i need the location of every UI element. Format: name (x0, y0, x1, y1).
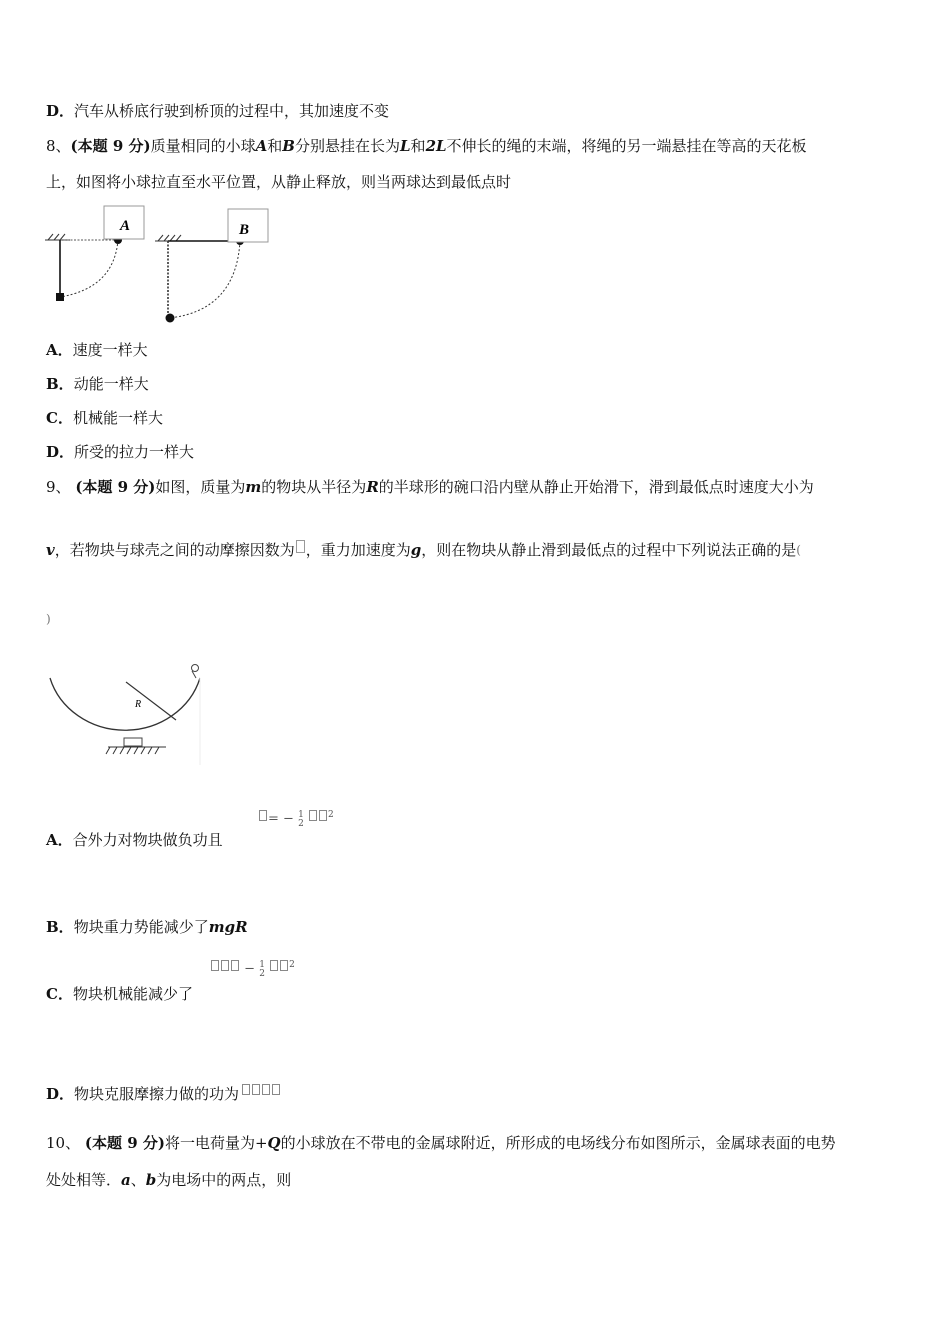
formula-placeholder-icon (262, 1084, 270, 1095)
var-b-point: b (145, 1171, 157, 1189)
q10-stem-line2 (46, 1170, 291, 1190)
var-a-point: a (121, 1171, 131, 1189)
option-text: 物块克服摩擦力做的功为 (74, 1085, 240, 1103)
formula-minus: − (244, 961, 256, 977)
label-b: B (239, 222, 250, 238)
formula-placeholder-icon (231, 960, 239, 971)
arc-path-b (170, 241, 240, 318)
formula-placeholder-icon (259, 810, 267, 821)
stem-text: 的半球形的碗口沿内壁从静止开始滑下，滑到最低点时速度大小为 (378, 478, 814, 496)
stem-text: ，则在物块从静止滑到最低点的过程中下列说法正确的是 (421, 541, 797, 559)
mu-placeholder-icon (296, 540, 305, 553)
stem-text: 将一电荷量为+ (164, 1134, 268, 1152)
label-a: A (120, 218, 131, 234)
ceiling-hatch-b (155, 235, 188, 241)
stem-text: 分别悬挂在长为 (294, 137, 400, 155)
formula-c (210, 960, 295, 979)
q10-stem-line1 (46, 1133, 836, 1153)
question-number: 10、 (46, 1134, 81, 1152)
var-2l: 2L (425, 137, 447, 155)
formula-placeholder-icon (280, 960, 288, 971)
stem-text: 如图，质量为 (155, 478, 246, 496)
formula-placeholder-icon (272, 1084, 280, 1095)
q8-option-b (46, 374, 149, 394)
option-label: A． (46, 831, 73, 849)
radius-line (126, 682, 176, 720)
q8-pendulum-figure (40, 202, 280, 332)
formula-placeholder-icon (221, 960, 229, 971)
question-points: (本题 9 分) (75, 478, 156, 496)
fraction-num: 1 (259, 960, 265, 971)
option-label: A． (46, 341, 73, 359)
formula-placeholder-icon (252, 1084, 260, 1095)
q9-stem-line1 (46, 477, 814, 497)
option-label: C． (46, 985, 73, 1003)
var-b: B (282, 137, 295, 155)
var-m: m (245, 478, 262, 496)
formula-eq: = − (268, 811, 294, 827)
stem-text: 的物块从半径为 (261, 478, 367, 496)
q8-option-c (46, 408, 163, 428)
formula-a (258, 810, 334, 830)
stem-text: 的小球放在不带电的金属球附近，所形成的电场线分布如图所示，金属球表面的电势 (280, 1134, 836, 1152)
option-label: D． (46, 102, 75, 120)
open-paren: ( (796, 543, 801, 557)
option-text: 合外力对物块做负功且 (72, 831, 223, 849)
stem-text: 处处相等． (46, 1171, 122, 1189)
bowl-arc (50, 678, 200, 730)
ball-a-bottom (56, 293, 64, 301)
q9-option-d (46, 1084, 281, 1106)
formula-placeholder-icon (270, 960, 278, 971)
fraction-num: 1 (298, 810, 304, 821)
option-text: 物块机械能减少了 (72, 985, 193, 1003)
var-l: L (400, 137, 411, 155)
option-text: 物块重力势能减少了 (73, 918, 209, 936)
q9-option-c (46, 984, 193, 1004)
fraction-den: 2 (259, 969, 265, 980)
block-ball (192, 665, 199, 672)
formula-placeholder-icon (319, 810, 327, 821)
label-r: R (135, 699, 142, 710)
fraction-den: 2 (298, 819, 304, 830)
option-text: 机械能一样大 (72, 409, 163, 427)
q8-stem-line1 (46, 136, 807, 156)
q9-bowl-figure (46, 662, 216, 772)
q9-stem-line2 (46, 540, 801, 560)
option-label: B． (46, 375, 74, 393)
bowl-support (124, 738, 142, 746)
option-label: D． (46, 443, 75, 461)
ball-b-bottom (166, 314, 175, 323)
stem-text: ，若物块与球壳之间的动摩擦因数为 (54, 541, 295, 559)
q8-option-d (46, 442, 194, 462)
option-label: B． (46, 918, 74, 936)
formula-sup: 2 (289, 960, 295, 970)
stem-text: 和 (267, 137, 283, 155)
option-label: D． (46, 1085, 75, 1103)
option-label: C． (46, 409, 73, 427)
close-paren: ) (46, 612, 51, 626)
q9-option-a (46, 830, 223, 850)
ceiling-hatch-a (45, 234, 70, 240)
ground-hatch (106, 747, 159, 754)
var-a: A (255, 137, 268, 155)
stem-text: 和 (410, 137, 426, 155)
question-points: (本题 9 分) (84, 1134, 165, 1152)
stem-text: 质量相同的小球 (150, 137, 256, 155)
q8-option-a (46, 340, 148, 360)
block-stem (192, 671, 196, 678)
formula-placeholder-icon (309, 810, 317, 821)
option-text: 汽车从桥底行驶到桥顶的过程中，其加速度不变 (74, 102, 390, 120)
var-q: Q (267, 1134, 281, 1152)
formula-placeholder-icon (211, 960, 219, 971)
var-r: R (366, 478, 379, 496)
stem-text: ，重力加速度为 (305, 541, 411, 559)
stem-text: 为电场中的两点，则 (156, 1171, 292, 1189)
formula-sup: 2 (327, 810, 334, 820)
option-text: 动能一样大 (73, 375, 149, 393)
question-number: 8、 (46, 137, 71, 155)
option-math: mgR (208, 918, 248, 936)
q7-option-d (46, 101, 389, 121)
stem-text: 不伸长的绳的末端，将绳的另一端悬挂在等高的天花板 (446, 137, 807, 155)
formula-d (241, 1088, 281, 1103)
option-text: 速度一样大 (72, 341, 148, 359)
formula-placeholder-icon (242, 1084, 250, 1095)
q9-option-b (46, 917, 248, 937)
question-points: (本题 9 分) (70, 137, 151, 155)
question-number: 9、 (46, 478, 71, 496)
arc-path-a (60, 240, 118, 297)
option-text: 所受的拉力一样大 (74, 443, 195, 461)
var-v: v (46, 541, 55, 559)
stem-text: 、 (130, 1171, 146, 1189)
q8-stem-line2: 上，如图将小球拉直至水平位置，从静止释放，则当两球达到最低点时 (46, 173, 512, 191)
var-g: g (410, 541, 422, 559)
